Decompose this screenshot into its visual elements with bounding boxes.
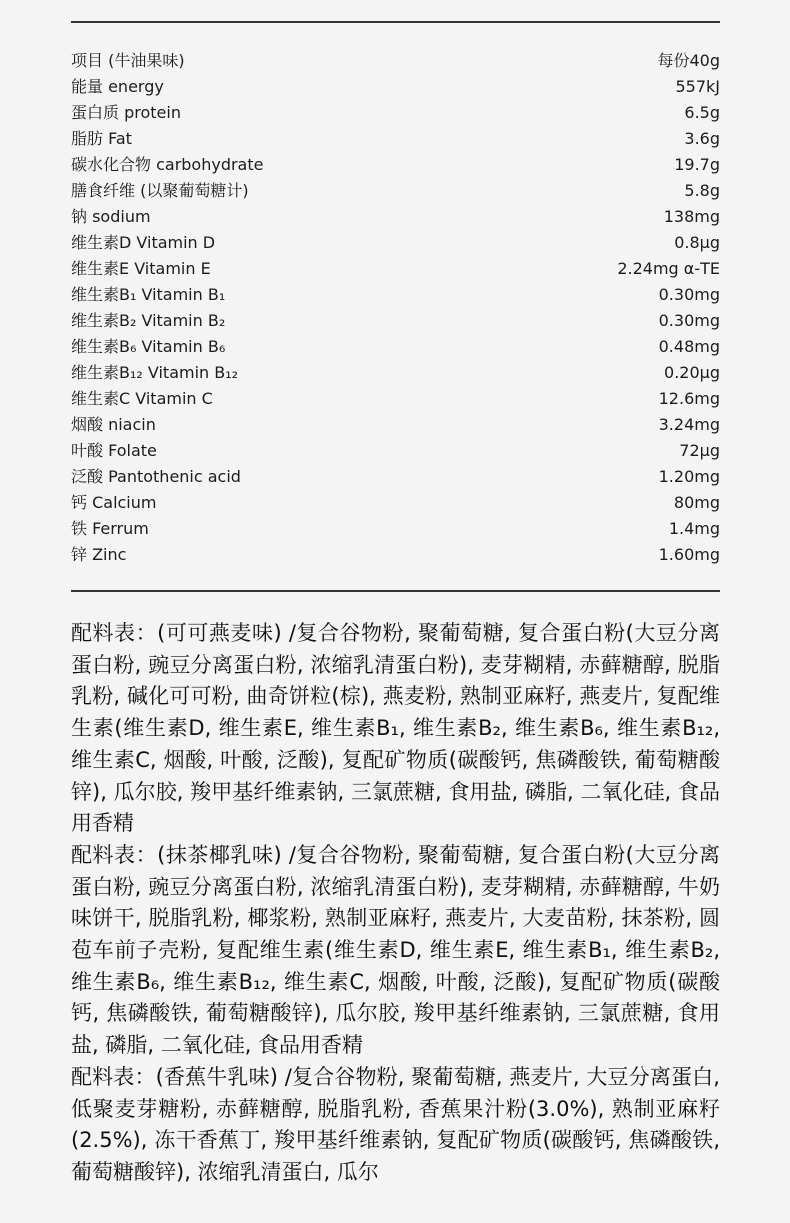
nutrient-label: 泛酸 Pantothenic acid — [71, 467, 241, 486]
nutrient-label: 维生素B₁ Vitamin B₁ — [71, 285, 226, 304]
nutrient-value: 5.8g — [684, 181, 720, 200]
nutrient-value: 72μg — [679, 441, 720, 460]
nutrient-value: 3.24mg — [658, 415, 720, 434]
nutrient-value: 0.30mg — [658, 311, 720, 330]
nutrition-row — [71, 516, 720, 542]
ingredients-paragraph: 配料表：(可可燕麦味) /复合谷物粉, 聚葡萄糖, 复合蛋白粉(大豆分离蛋白粉, 豌豆分离蛋白粉, 浓缩乳清蛋白粉), 麦芽糊精, 赤藓糖醇, 脱脂乳粉, 碱化可可粉, 曲奇饼粒(棕), 燕麦粉, 熟制亚麻籽, 燕麦片, 复配维生素(维生素D, 维生素E, 维生素B₁, 维生素B₂, 维生素B₆, 维生素B₁₂, 维生素C, 烟酸, 叶酸, 泛酸), 复配矿物质(碳酸钙, 焦磷酸铁, 葡萄糖酸锌), 瓜尔胶, 羧甲基纤维素钠, 三氯蔗糖, 食用盐, 磷脂, 二氧化硅, 食品用香精 — [71, 621, 720, 836]
nutrient-label: 叶酸 Folate — [71, 441, 157, 460]
nutrient-label: 碳水化合物 carbohydrate — [71, 155, 264, 174]
nutrient-label: 膳食纤维 (以聚葡萄糖计) — [71, 181, 249, 200]
nutrient-value: 1.4mg — [668, 519, 720, 538]
nutrition-row — [71, 178, 720, 204]
ingredients-paragraph: 配料表：(抹茶椰乳味) /复合谷物粉, 聚葡萄糖, 复合蛋白粉(大豆分离蛋白粉, 豌豆分离蛋白粉, 浓缩乳清蛋白粉), 麦芽糊精, 赤藓糖醇, 牛奶味饼干, 脱脂乳粉, 椰浆粉, 熟制亚麻籽, 燕麦片, 大麦苗粉, 抹茶粉, 圆苞车前子壳粉, 复配维生素(维生素D, 维生素E, 维生素B₁, 维生素B₂, 维生素B₆, 维生素B₁₂, 维生素C, 烟酸, 叶酸, 泛酸), 复配矿物质(碳酸钙, 焦磷酸铁, 葡萄糖酸锌), 瓜尔胶, 羧甲基纤维素钠, 三氯蔗糖, 食用盐, 磷脂, 二氧化硅, 食品用香精 — [71, 842, 720, 1058]
nutrient-value: 80mg — [673, 493, 720, 512]
nutrient-label: 维生素B₆ Vitamin B₆ — [71, 337, 226, 356]
nutrient-label: 能量 energy — [71, 77, 164, 96]
nutrient-label: 维生素E Vitamin E — [71, 259, 211, 278]
nutrient-value: 0.20μg — [664, 363, 720, 382]
nutrition-row — [71, 282, 720, 308]
ingredients-section — [71, 618, 720, 1189]
nutrition-row — [71, 438, 720, 464]
nutrient-value: 3.6g — [684, 129, 720, 148]
nutrient-value: 12.6mg — [658, 389, 720, 408]
nutrient-value: 6.5g — [684, 103, 720, 122]
nutrient-value: 1.20mg — [658, 467, 720, 486]
nutrient-label: 脂肪 Fat — [71, 129, 132, 148]
nutrition-row — [71, 152, 720, 178]
nutrition-row — [71, 48, 720, 74]
nutrition-row — [71, 74, 720, 100]
nutrition-row — [71, 386, 720, 412]
nutrition-row — [71, 360, 720, 386]
nutrition-row — [71, 490, 720, 516]
nutrition-row — [71, 412, 720, 438]
nutrition-row — [71, 230, 720, 256]
top-divider — [71, 21, 720, 23]
nutrition-row — [71, 256, 720, 282]
nutrient-value: 19.7g — [674, 155, 720, 174]
nutrient-label: 维生素D Vitamin D — [71, 233, 216, 252]
nutrient-value: 每份40g — [657, 51, 720, 70]
nutrient-label: 钙 Calcium — [71, 493, 157, 512]
nutrient-value: 138mg — [663, 207, 720, 226]
nutrition-row — [71, 464, 720, 490]
ingredients-paragraph: 配料表：(香蕉牛乳味) /复合谷物粉, 聚葡萄糖, 燕麦片, 大豆分离蛋白, 低聚麦芽糖粉, 赤藓糖醇, 脱脂乳粉, 香蕉果汁粉(3.0%), 熟制亚麻籽(2.5%), 冻干香蕉丁, 羧甲基纤维素钠, 复配矿物质(碳酸钙, 焦磷酸铁, 葡萄糖酸锌), 浓缩乳清蛋白, 瓜尔 — [71, 1064, 720, 1184]
nutrient-value: 0.30mg — [658, 285, 720, 304]
nutrient-value: 0.48mg — [658, 337, 720, 356]
nutrient-label: 项目 (牛油果味) — [71, 51, 185, 70]
nutrition-row — [71, 126, 720, 152]
nutrition-table — [71, 48, 720, 568]
nutrition-row — [71, 204, 720, 230]
nutrient-label: 烟酸 niacin — [71, 415, 156, 434]
nutrient-value: 0.8μg — [674, 233, 720, 252]
nutrient-label: 蛋白质 protein — [71, 103, 181, 122]
nutrition-row — [71, 308, 720, 334]
nutrition-row — [71, 334, 720, 360]
nutrient-value: 2.24mg α-TE — [617, 259, 720, 278]
nutrition-row — [71, 100, 720, 126]
nutrient-label: 维生素B₂ Vitamin B₂ — [71, 311, 226, 330]
nutrient-label: 锌 Zinc — [71, 545, 127, 564]
nutrient-value: 1.60mg — [658, 545, 720, 564]
section-divider — [71, 590, 720, 592]
nutrient-label: 铁 Ferrum — [71, 519, 149, 538]
nutrition-row — [71, 542, 720, 568]
nutrient-value: 557kJ — [675, 77, 720, 96]
nutrient-label: 维生素C Vitamin C — [71, 389, 213, 408]
nutrient-label: 维生素B₁₂ Vitamin B₁₂ — [71, 363, 239, 382]
nutrient-label: 钠 sodium — [71, 207, 151, 226]
